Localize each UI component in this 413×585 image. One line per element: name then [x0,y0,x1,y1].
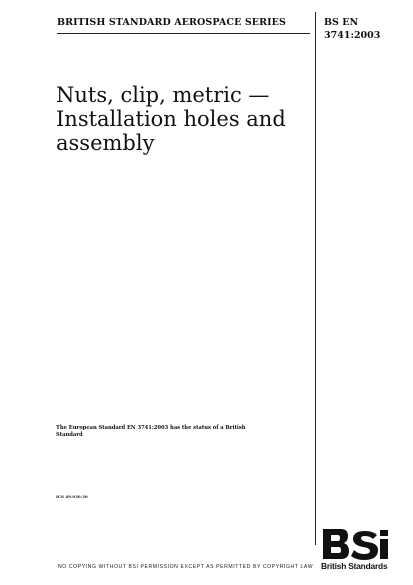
ics-code: ICS 49.030.30 [56,494,88,499]
title-line-2: Installation holes and [56,107,286,131]
title-line-3: assembly [56,131,155,155]
vertical-rule [315,12,316,545]
document-title [56,83,311,155]
bsi-logo-subtitle: British Standards [321,561,388,571]
standard-number-prefix: BS EN [324,17,359,28]
bsi-logo-mark [321,527,391,561]
title-line-1: Nuts, clip, metric — [56,83,270,107]
series-title: BRITISH STANDARD AEROSPACE SERIES [57,17,286,28]
header-rule [57,33,310,34]
standard-number [324,16,380,42]
standard-number-value: 3741:2003 [324,30,381,41]
copyright-notice: NO COPYING WITHOUT BSI PERMISSION EXCEPT AS PERMITTED BY COPYRIGHT LAW [58,564,314,570]
status-note: The European Standard EN 3741:2003 has the status of a British Standard [56,425,246,438]
